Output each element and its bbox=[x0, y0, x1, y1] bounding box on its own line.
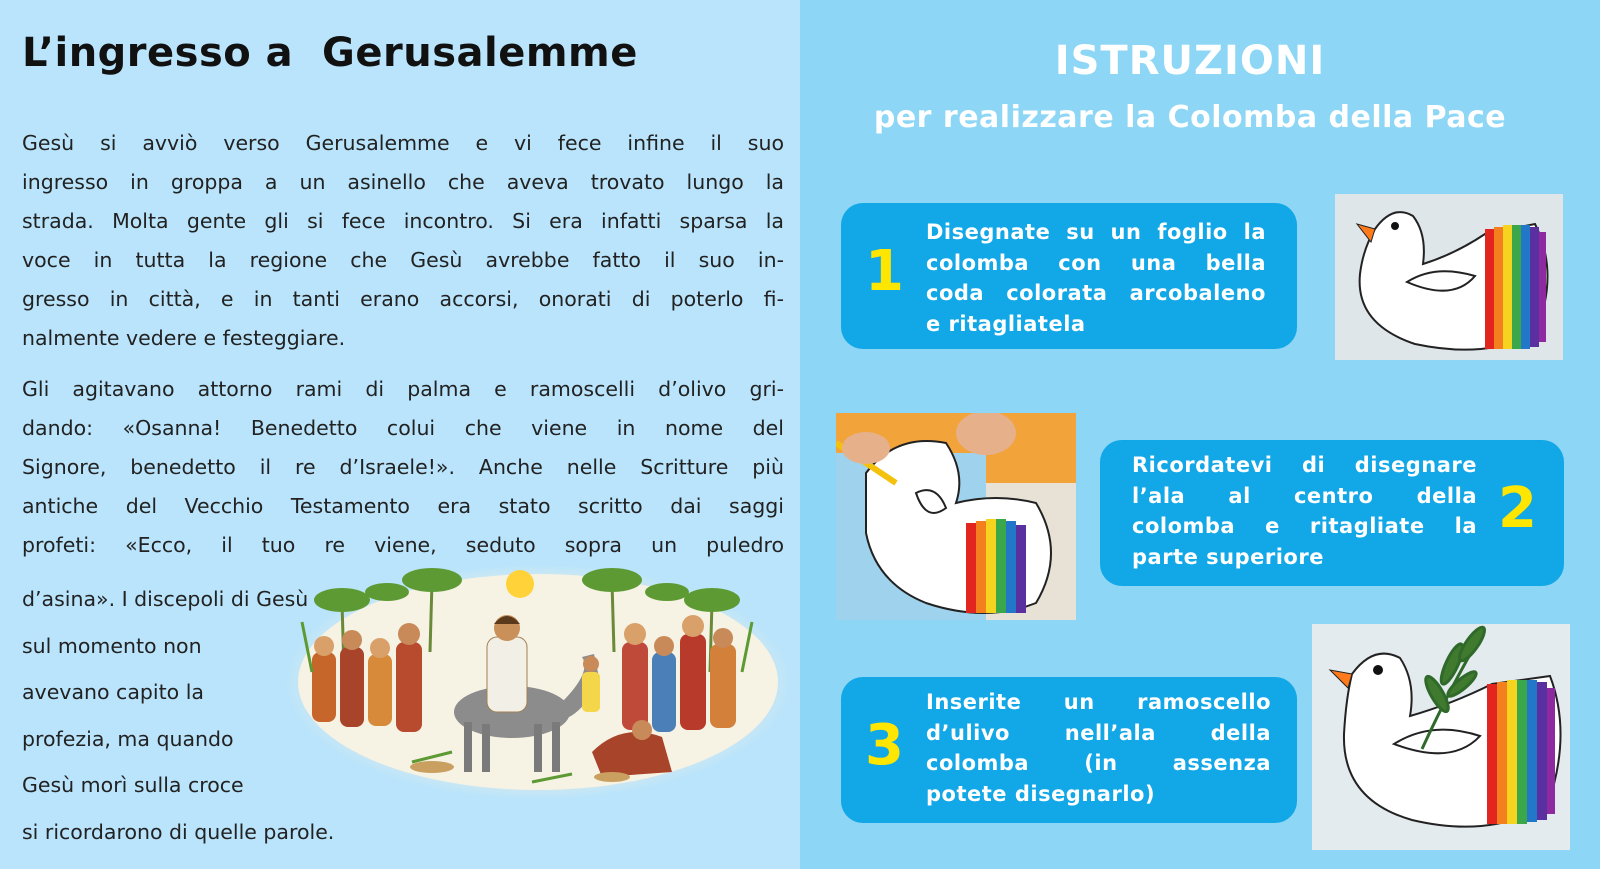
text-line: Gesù si avviò verso Gerusalemme e vi fece infine il suo bbox=[22, 131, 784, 155]
instructions-subtitle: per realizzare la Colomba della Pace bbox=[873, 100, 1507, 135]
step-number: 2 bbox=[1498, 476, 1537, 541]
step-number: 1 bbox=[865, 239, 904, 304]
step-number: 3 bbox=[865, 713, 904, 778]
text-line: nalmente vedere e festeggiare. bbox=[22, 326, 346, 350]
step-3-box bbox=[841, 677, 1297, 823]
text-line: d’asina». I discepoli di Gesù bbox=[22, 587, 309, 611]
page-title: L’ingresso a Gerusalemme bbox=[22, 30, 638, 76]
palm-sunday-illustration bbox=[282, 562, 794, 802]
instructions-page bbox=[800, 0, 1600, 869]
step-text bbox=[926, 687, 1271, 809]
step-2-box bbox=[1100, 440, 1564, 586]
cutting-dove-photo bbox=[836, 413, 1076, 620]
step-1-box bbox=[841, 203, 1297, 349]
instructions-title: ISTRUZIONI bbox=[1054, 38, 1326, 84]
text-line: gresso in città, e in tanti erano accorsi, onorati di poterlo fi- bbox=[22, 287, 784, 311]
text-line: Inserite un ramoscello bbox=[926, 690, 1271, 714]
text-line: colomba e ritagliate la bbox=[1132, 514, 1477, 538]
text-line: si ricordarono di quelle parole. bbox=[22, 819, 335, 844]
dove-drawing-photo bbox=[1335, 194, 1563, 360]
text-line: d’ulivo nell’ala della bbox=[926, 720, 1271, 745]
text-line: e ritagliatela bbox=[926, 311, 1086, 336]
text-line: coda colorata arcobaleno bbox=[926, 281, 1266, 305]
text-line: colomba (in assenza bbox=[926, 751, 1271, 775]
story-paragraph-2 bbox=[22, 370, 784, 565]
text-line: Ricordatevi di disegnare bbox=[1132, 453, 1477, 477]
text-line: dando: «Osanna! Benedetto colui che viene in nome del bbox=[22, 416, 784, 440]
text-line: profeti: «Ecco, il tuo re viene, seduto sopra un puledro bbox=[22, 533, 784, 557]
text-line: potete disegnarlo) bbox=[926, 781, 1156, 806]
text-line: colomba con una bella bbox=[926, 250, 1266, 275]
text-line: parte superiore bbox=[1132, 544, 1324, 569]
step-text bbox=[926, 217, 1266, 339]
dove-with-olive-branch-photo bbox=[1312, 624, 1570, 850]
text-line: profezia, ma quando bbox=[22, 726, 234, 751]
text-line: l’ala al centro della bbox=[1132, 483, 1477, 508]
text-line: Signore, benedetto il re d’Israele!». Anche nelle Scritture più bbox=[22, 455, 784, 479]
text-line: avevano capito la bbox=[22, 680, 204, 704]
text-line: voce in tutta la regione che Gesù avrebbe fatto il suo in- bbox=[22, 248, 784, 272]
text-line: Gli agitavano attorno rami di palma e ramoscelli d’olivo gri- bbox=[22, 377, 784, 401]
step-text bbox=[1132, 450, 1477, 572]
text-line: Disegnate su un foglio la bbox=[926, 220, 1266, 244]
text-line: ingresso in groppa a un asinello che aveva trovato lungo la bbox=[22, 170, 784, 194]
text-line: Gesù morì sulla croce bbox=[22, 773, 244, 797]
text-line: sul momento non bbox=[22, 633, 202, 658]
text-line: antiche del Vecchio Testamento era stato scritto dai saggi bbox=[22, 494, 784, 518]
story-paragraph-1 bbox=[22, 124, 784, 358]
text-line: strada. Molta gente gli si fece incontro. Si era infatti sparsa la bbox=[22, 209, 784, 233]
